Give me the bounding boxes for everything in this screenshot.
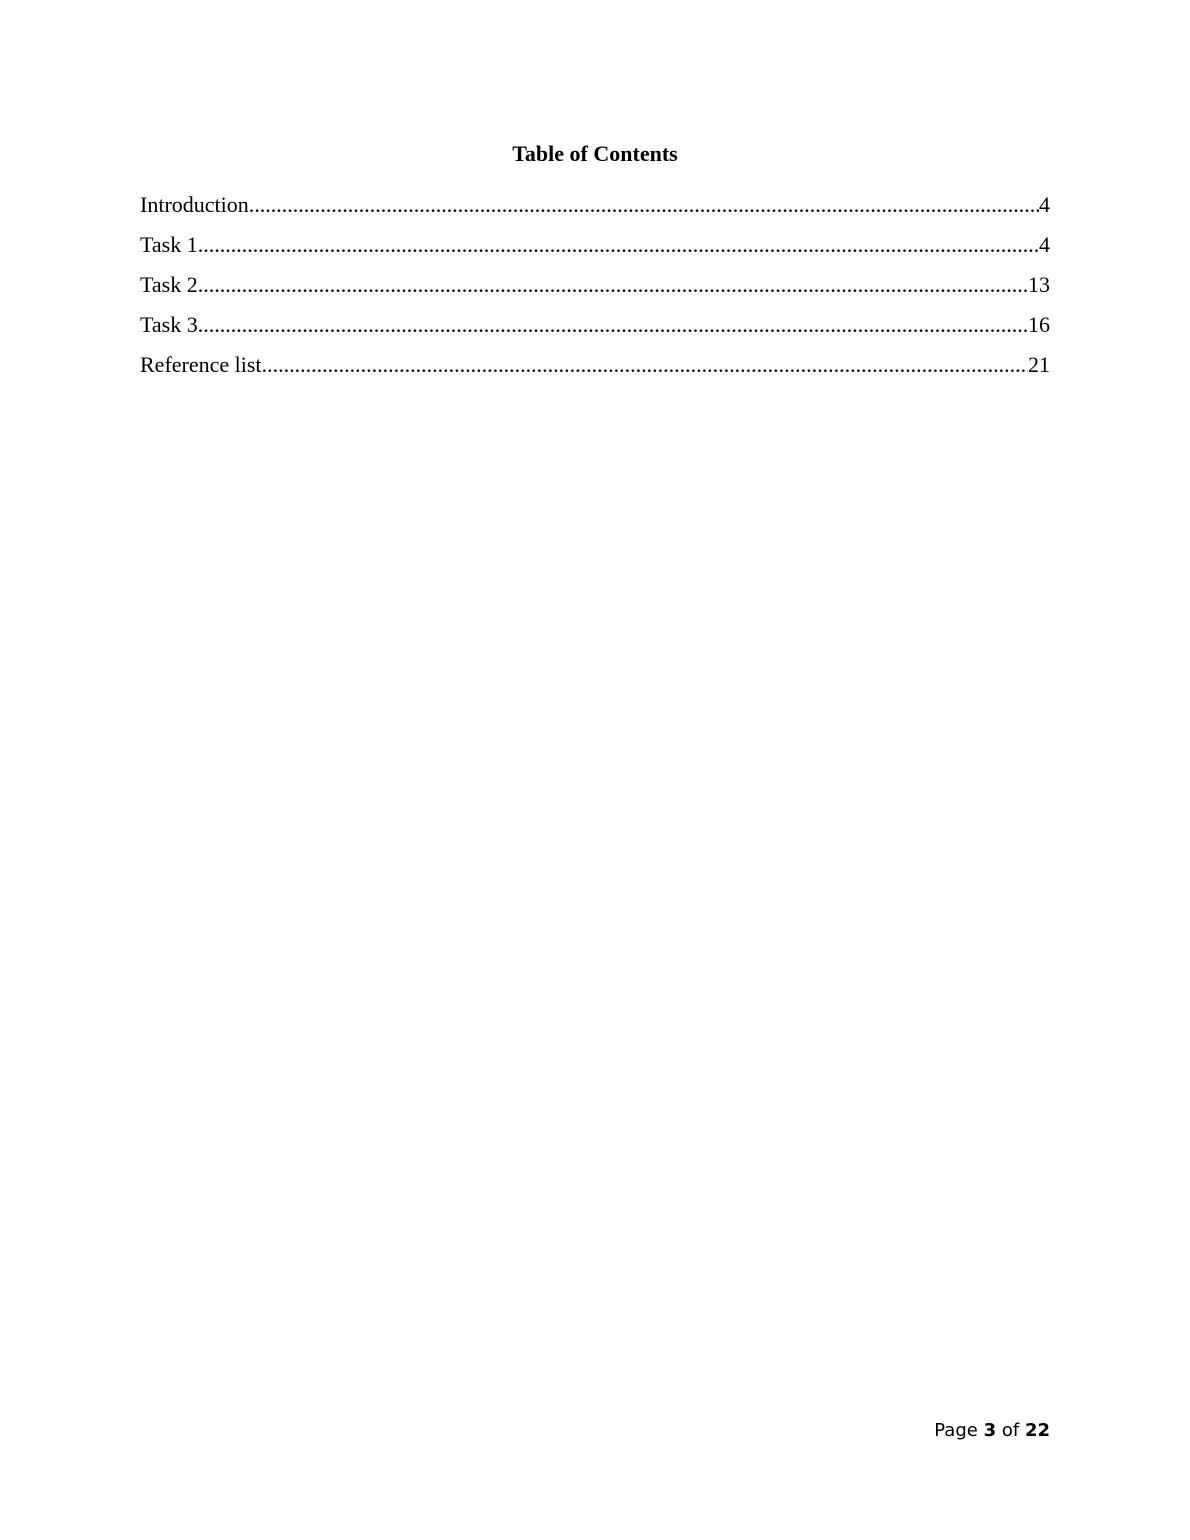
toc-dot-leader [249,190,1039,220]
toc-entry-page: 4 [1039,192,1050,217]
toc-entry-task-2[interactable] [140,270,1050,310]
page-number-footer [934,1417,1050,1445]
toc-dot-leader [198,230,1039,260]
table-of-contents [140,190,1050,390]
footer-current-page: 3 [983,1420,997,1441]
toc-entry-label: Task 2 [140,272,198,297]
toc-entry-page: 4 [1039,232,1050,257]
toc-entry-label: Task 1 [140,232,198,257]
toc-entry-introduction[interactable] [140,190,1050,230]
footer-of-word: of [1001,1420,1020,1441]
toc-entry-page: 16 [1028,312,1050,337]
toc-entry-task-3[interactable] [140,310,1050,350]
toc-entry-page: 21 [1028,352,1050,377]
toc-entry-task-1[interactable] [140,230,1050,270]
toc-dot-leader [198,310,1028,340]
footer-total-pages: 22 [1024,1420,1050,1441]
footer-page-word: Page [934,1420,978,1441]
toc-dot-leader [262,350,1028,380]
toc-title: Table of Contents [512,141,678,166]
toc-entry-label: Introduction [140,192,249,217]
toc-entry-page: 13 [1028,272,1050,297]
toc-entry-label: Task 3 [140,312,198,337]
toc-dot-leader [198,270,1028,300]
toc-entry-reference-list[interactable] [140,350,1050,390]
toc-entry-label: Reference list [140,352,262,377]
